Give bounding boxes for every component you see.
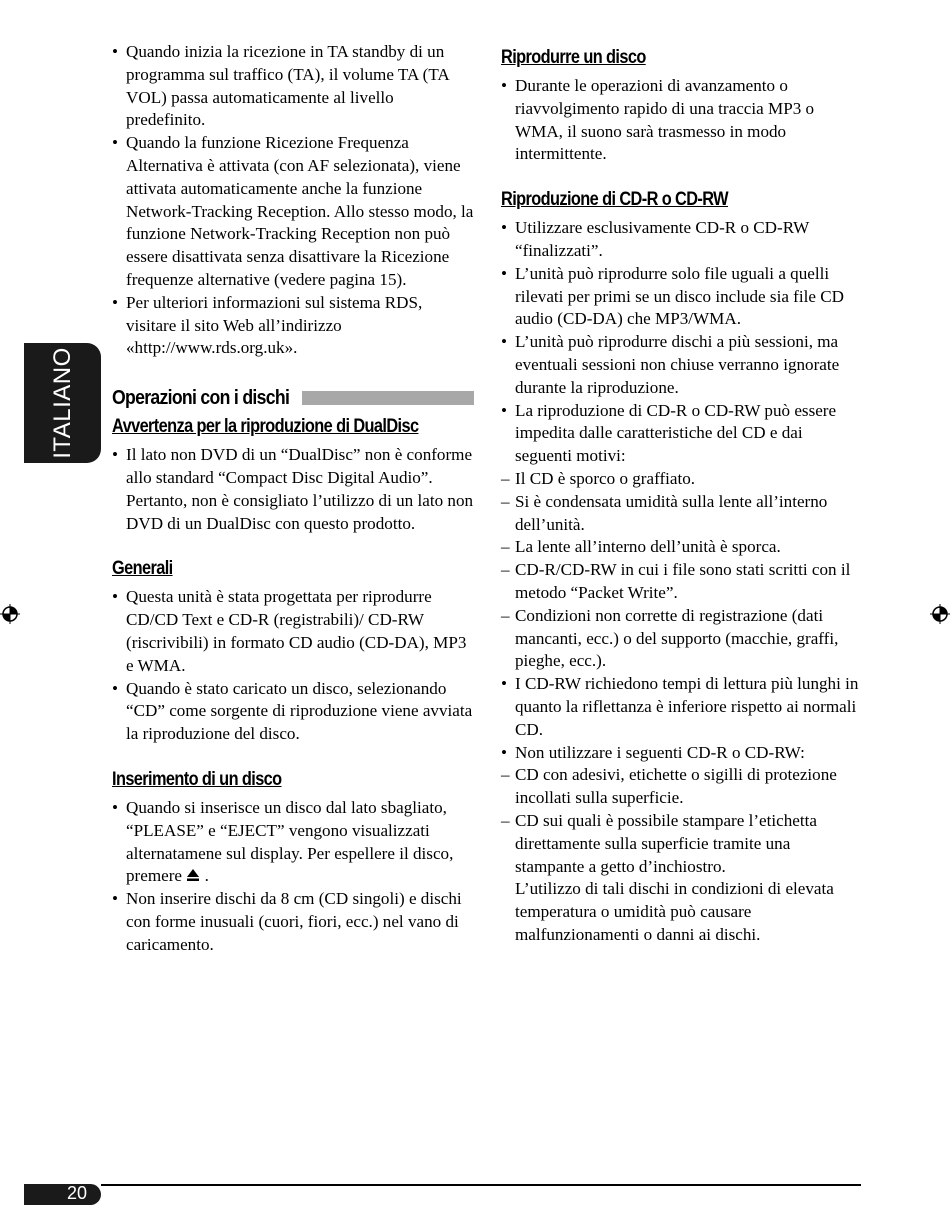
list-item: • Non inserire dischi da 8 cm (CD singoli) e dischi con forme inusuali (cuori, fiori, ecc.) nel vano di caricamento. (112, 888, 474, 956)
list-item (112, 797, 474, 888)
inserimento-heading: Inserimento di un disco (112, 768, 282, 790)
sublist-item: – Il CD è sporco o graffiato. (501, 468, 861, 491)
sublist-item: – Si è condensata umidità sulla lente all’interno dell’unità. (501, 491, 861, 537)
generali-list (112, 586, 474, 746)
sublist-item: – CD-R/CD-RW in cui i file sono stati scritti con il metodo “Packet Write”. (501, 559, 861, 605)
riprodurre-heading: Riprodurre un disco (501, 47, 646, 68)
section-title-text: Operazioni con i dischi (112, 386, 290, 410)
sublist-item: – CD con adesivi, etichette o sigilli di protezione incollati sulla superficie. (501, 764, 861, 810)
list-item (501, 400, 861, 674)
left-column (112, 41, 474, 957)
list-item: • L’unità può riprodurre dischi a più sessioni, ma eventuali sessioni non chiuse verranno ignorate durante la riproduzione. (501, 331, 861, 399)
language-tab (24, 343, 101, 463)
section-title-bar (302, 391, 474, 405)
dualdisc-heading: Avvertenza per la riproduzione di DualDisc (112, 416, 419, 438)
list-item: • I CD-RW richiedono tempi di lettura più lunghi in quanto la riflettanza è inferiore rispetto ai normali CD. (501, 673, 861, 741)
cdr-heading: Riproduzione di CD-R o CD-RW (501, 189, 728, 211)
right-column (501, 41, 861, 947)
registration-mark-left (0, 604, 20, 624)
inserimento-item-text: Quando si inserisce un disco dal lato sbagliato, “PLEASE” e “EJECT” vengono visualizzati alternatamene sul display. Per espellere il disco, premere (126, 797, 454, 886)
list-item-text: Non utilizzare i seguenti CD-R o CD-RW: (515, 742, 805, 762)
list-item: • Durante le operazioni di avanzamento o riavvolgimento rapido di una traccia MP3 o WMA, il suono sarà trasmesso in modo intermittente. (501, 75, 861, 166)
avoid-sublist (501, 764, 861, 878)
eject-icon (186, 868, 200, 882)
sublist-item: – La lente all’interno dell’unità è sporca. (501, 536, 861, 559)
registration-mark-right (930, 604, 950, 624)
footer-rule (101, 1184, 861, 1186)
page-number-tab (24, 1184, 101, 1205)
generali-heading: Generali (112, 558, 173, 580)
list-item: • L’unità può riprodurre solo file uguali a quelli rilevati per primi se un disco include sia file CD audio (CD-DA) che MP3/WMA. (501, 263, 861, 331)
closing-paragraph: L’utilizzo di tali dischi in condizioni di elevata temperatura o umidità può causare malfunzionamenti o danni ai dischi. (515, 879, 834, 944)
list-item: • Il lato non DVD di un “DualDisc” non è conforme allo standard “Compact Disc Digital Audio”. Pertanto, non è consigliato l’utilizzo di un lato non DVD di un DualDisc con questo prodotto. (112, 444, 474, 535)
list-item: • Quando è stato caricato un disco, selezionando “CD” come sorgente di riproduzione viene avviata la riproduzione del disco. (112, 678, 474, 746)
sublist-item: – CD sui quali è possibile stampare l’etichetta direttamente sulla superficie tramite una stampante a getto d’inchiostro. (501, 810, 861, 878)
cdr-list (501, 217, 861, 878)
list-item: • Utilizzare esclusivamente CD-R o CD-RW “finalizzati”. (501, 217, 861, 263)
riprodurre-list (501, 75, 861, 166)
inserimento-list (112, 797, 474, 957)
dualdisc-list (112, 444, 474, 535)
language-tab-label: ITALIANO (48, 347, 76, 459)
intro-list (112, 41, 474, 360)
sublist-item: – Condizioni non corrette di registrazione (dati mancanti, ecc.) o del supporto (macchie, graffi, pieghe, ecc.). (501, 605, 861, 673)
list-item: • Questa unità è stata progettata per riprodurre CD/CD Text e CD-R (registrabili)/ CD-RW (riscrivibili) in formato CD audio (CD-DA), MP3 e WMA. (112, 586, 474, 677)
list-item: • Per ulteriori informazioni sul sistema RDS, visitare il sito Web all’indirizzo «http://www.rds.org.uk». (112, 292, 474, 360)
list-item-text: La riproduzione di CD-R o CD-RW può essere impedita dalle caratteristiche del CD e dai seguenti motivi: (515, 400, 837, 466)
reasons-sublist (501, 468, 861, 673)
page-number: 20 (66, 1183, 87, 1203)
list-item: • Quando la funzione Ricezione Frequenza Alternativa è attivata (con AF selezionata), viene attivata automaticamente anche la funzione Network-Tracking Reception. Allo stesso modo, la funzione Network-Tracking Reception non può essere disattivata senza disattivare la Ricezione frequenze alternative (vedere pagina 15). (112, 132, 474, 292)
section-title (112, 385, 474, 411)
list-item: • Quando inizia la ricezione in TA standby di un programma sul traffico (TA), il volume TA (TA VOL) passa automaticamente al livello predefinito. (112, 41, 474, 132)
list-item (501, 742, 861, 879)
inserimento-item-end: . (204, 866, 209, 886)
